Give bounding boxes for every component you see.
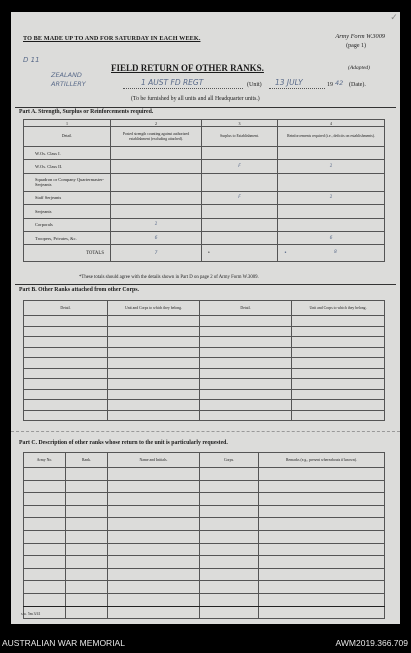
table-row — [24, 218, 385, 231]
surplus-cell — [202, 231, 278, 244]
surplus-cell — [202, 147, 278, 160]
table-row — [24, 379, 385, 390]
asterisk-marker: • — [208, 251, 210, 257]
part-c-title: Part C. Description of other ranks whose return to the unit is particularly requested. — [19, 440, 228, 446]
col-header-remarks: Remarks (e.g., present whereabouts if known). — [259, 453, 385, 468]
table-row — [24, 389, 385, 400]
col-header-posted: Posted strength counting against authorized establishment (excluding attached). — [111, 127, 202, 147]
table-row — [24, 147, 385, 160]
table-row — [24, 505, 385, 518]
reinf-cell: 1 — [278, 191, 385, 204]
table-row — [24, 518, 385, 531]
handwritten-unit-name: 1 AUST FD REGT — [141, 78, 204, 87]
table-row — [24, 568, 385, 581]
part-b-table — [23, 300, 385, 421]
army-form-number: Army Form W.3009 — [335, 33, 385, 40]
form-page — [11, 12, 400, 624]
reinf-cell: 1 — [278, 160, 385, 173]
table-row — [24, 480, 385, 493]
table-row — [24, 368, 385, 379]
part-c-table — [23, 452, 385, 619]
row-detail: W.Os. Class II. — [24, 160, 111, 173]
col-header-unit-corps: Unit and Corps to which they belong. — [108, 301, 200, 316]
part-b-title: Part B. Other Ranks attached from other Corps. — [19, 287, 139, 293]
col-header-surplus: Surplus to Establishment. — [202, 127, 278, 147]
table-row — [24, 493, 385, 506]
table-row — [24, 606, 385, 619]
totals-label: TOTALS — [24, 245, 111, 262]
table-row — [24, 316, 385, 327]
print-stamp: s.w. 5m 3/41 — [21, 612, 41, 616]
table-row — [24, 530, 385, 543]
table-row — [24, 400, 385, 411]
posted-cell — [111, 173, 202, 191]
handwritten-unit-2: ARTILLERY — [51, 80, 86, 88]
totals-surplus — [202, 245, 278, 262]
totals-reinf-value: 8 — [334, 250, 337, 256]
reinf-cell: 6 — [278, 231, 385, 244]
table-row — [24, 556, 385, 569]
col-number: 3 — [202, 120, 278, 127]
col-header-army-no: Army No. — [24, 453, 66, 468]
furnished-note: (To be furnished by all units and all Headquarter units.) — [131, 96, 260, 102]
footer-accession-number: AWM2019.366.709 — [335, 638, 408, 648]
col-number: 4 — [278, 120, 385, 127]
table-row — [24, 337, 385, 348]
handwritten-unit-1: ZEALAND — [51, 71, 82, 79]
col-number: 2 — [111, 120, 202, 127]
reinf-cell — [278, 205, 385, 218]
posted-cell — [111, 205, 202, 218]
row-detail: Serjeants — [24, 205, 111, 218]
fold-corner-icon: ✓ — [390, 13, 398, 23]
part-a-title: Part A. Strength, Surplus or Reinforcements required. — [19, 109, 154, 115]
fold-line — [11, 431, 400, 432]
table-row — [24, 205, 385, 218]
posted-cell — [111, 147, 202, 160]
unit-field-line — [123, 88, 243, 89]
col-number: 1 — [24, 120, 111, 127]
top-instruction: TO BE MADE UP TO AND FOR SATURDAY IN EACH WEEK. — [23, 35, 201, 42]
row-detail: W.Os. Class I. — [24, 147, 111, 160]
table-row — [24, 543, 385, 556]
totals-reinf — [278, 245, 385, 262]
divider — [15, 107, 396, 108]
surplus-cell: F — [202, 191, 278, 204]
col-header-unit-corps: Unit and Corps to which they belong. — [292, 301, 385, 316]
row-detail: Corporals — [24, 218, 111, 231]
posted-cell: 1 — [111, 218, 202, 231]
col-header-detail: Detail. — [24, 301, 108, 316]
table-row — [24, 191, 385, 204]
row-detail: Troopers, Privates, &c. — [24, 231, 111, 244]
surplus-cell — [202, 173, 278, 191]
reinf-cell — [278, 173, 385, 191]
table-row — [24, 358, 385, 369]
unit-label: (Unit) — [247, 82, 262, 88]
table-row — [24, 593, 385, 606]
surplus-cell — [202, 218, 278, 231]
handwritten-date: 13 JULY — [275, 78, 303, 87]
table-row — [24, 581, 385, 594]
table-row — [24, 347, 385, 358]
handwritten-year: 42 — [335, 79, 344, 87]
surplus-cell — [202, 205, 278, 218]
table-row — [24, 410, 385, 421]
col-header-reinforcements: Reinforcements required (i.e., deficits on establishments). — [278, 127, 385, 147]
footer-institution: AUSTRALIAN WAR MEMORIAL — [2, 638, 125, 648]
part-a-table — [23, 119, 385, 262]
row-detail: Staff Serjeants — [24, 191, 111, 204]
adapted-note: (Adapted) — [348, 65, 370, 71]
table-row — [24, 160, 385, 173]
form-title: FIELD RETURN OF OTHER RANKS. — [111, 63, 264, 73]
col-header-corps: Corps. — [200, 453, 259, 468]
handwritten-corner: D 11 — [23, 56, 40, 64]
reinf-cell — [278, 218, 385, 231]
reinf-cell — [278, 147, 385, 160]
table-row — [24, 468, 385, 481]
posted-cell — [111, 191, 202, 204]
table-row — [24, 326, 385, 337]
divider — [15, 284, 396, 285]
totals-note: *These totals should agree with the details shown in Part D on page 2 of Army Form W.3009. — [79, 275, 259, 280]
table-row — [24, 231, 385, 244]
col-header-detail: Detail. — [24, 127, 111, 147]
surplus-cell: F — [202, 160, 278, 173]
date-field-line — [269, 88, 325, 89]
totals-posted: 7 — [111, 245, 202, 262]
row-detail: Squadron or Company Quartermaster-Serjeants — [24, 173, 111, 191]
col-header-rank: Rank. — [66, 453, 108, 468]
date-label: (Date). — [349, 82, 366, 88]
year-prefix: 19 — [327, 82, 333, 88]
asterisk-marker: • — [284, 250, 287, 257]
posted-cell: 6 — [111, 231, 202, 244]
col-header-detail: Detail. — [200, 301, 292, 316]
table-row — [24, 173, 385, 191]
totals-row — [24, 245, 385, 262]
col-header-name: Name and Initials. — [108, 453, 200, 468]
page-number: (page 1) — [346, 43, 366, 49]
posted-cell — [111, 160, 202, 173]
